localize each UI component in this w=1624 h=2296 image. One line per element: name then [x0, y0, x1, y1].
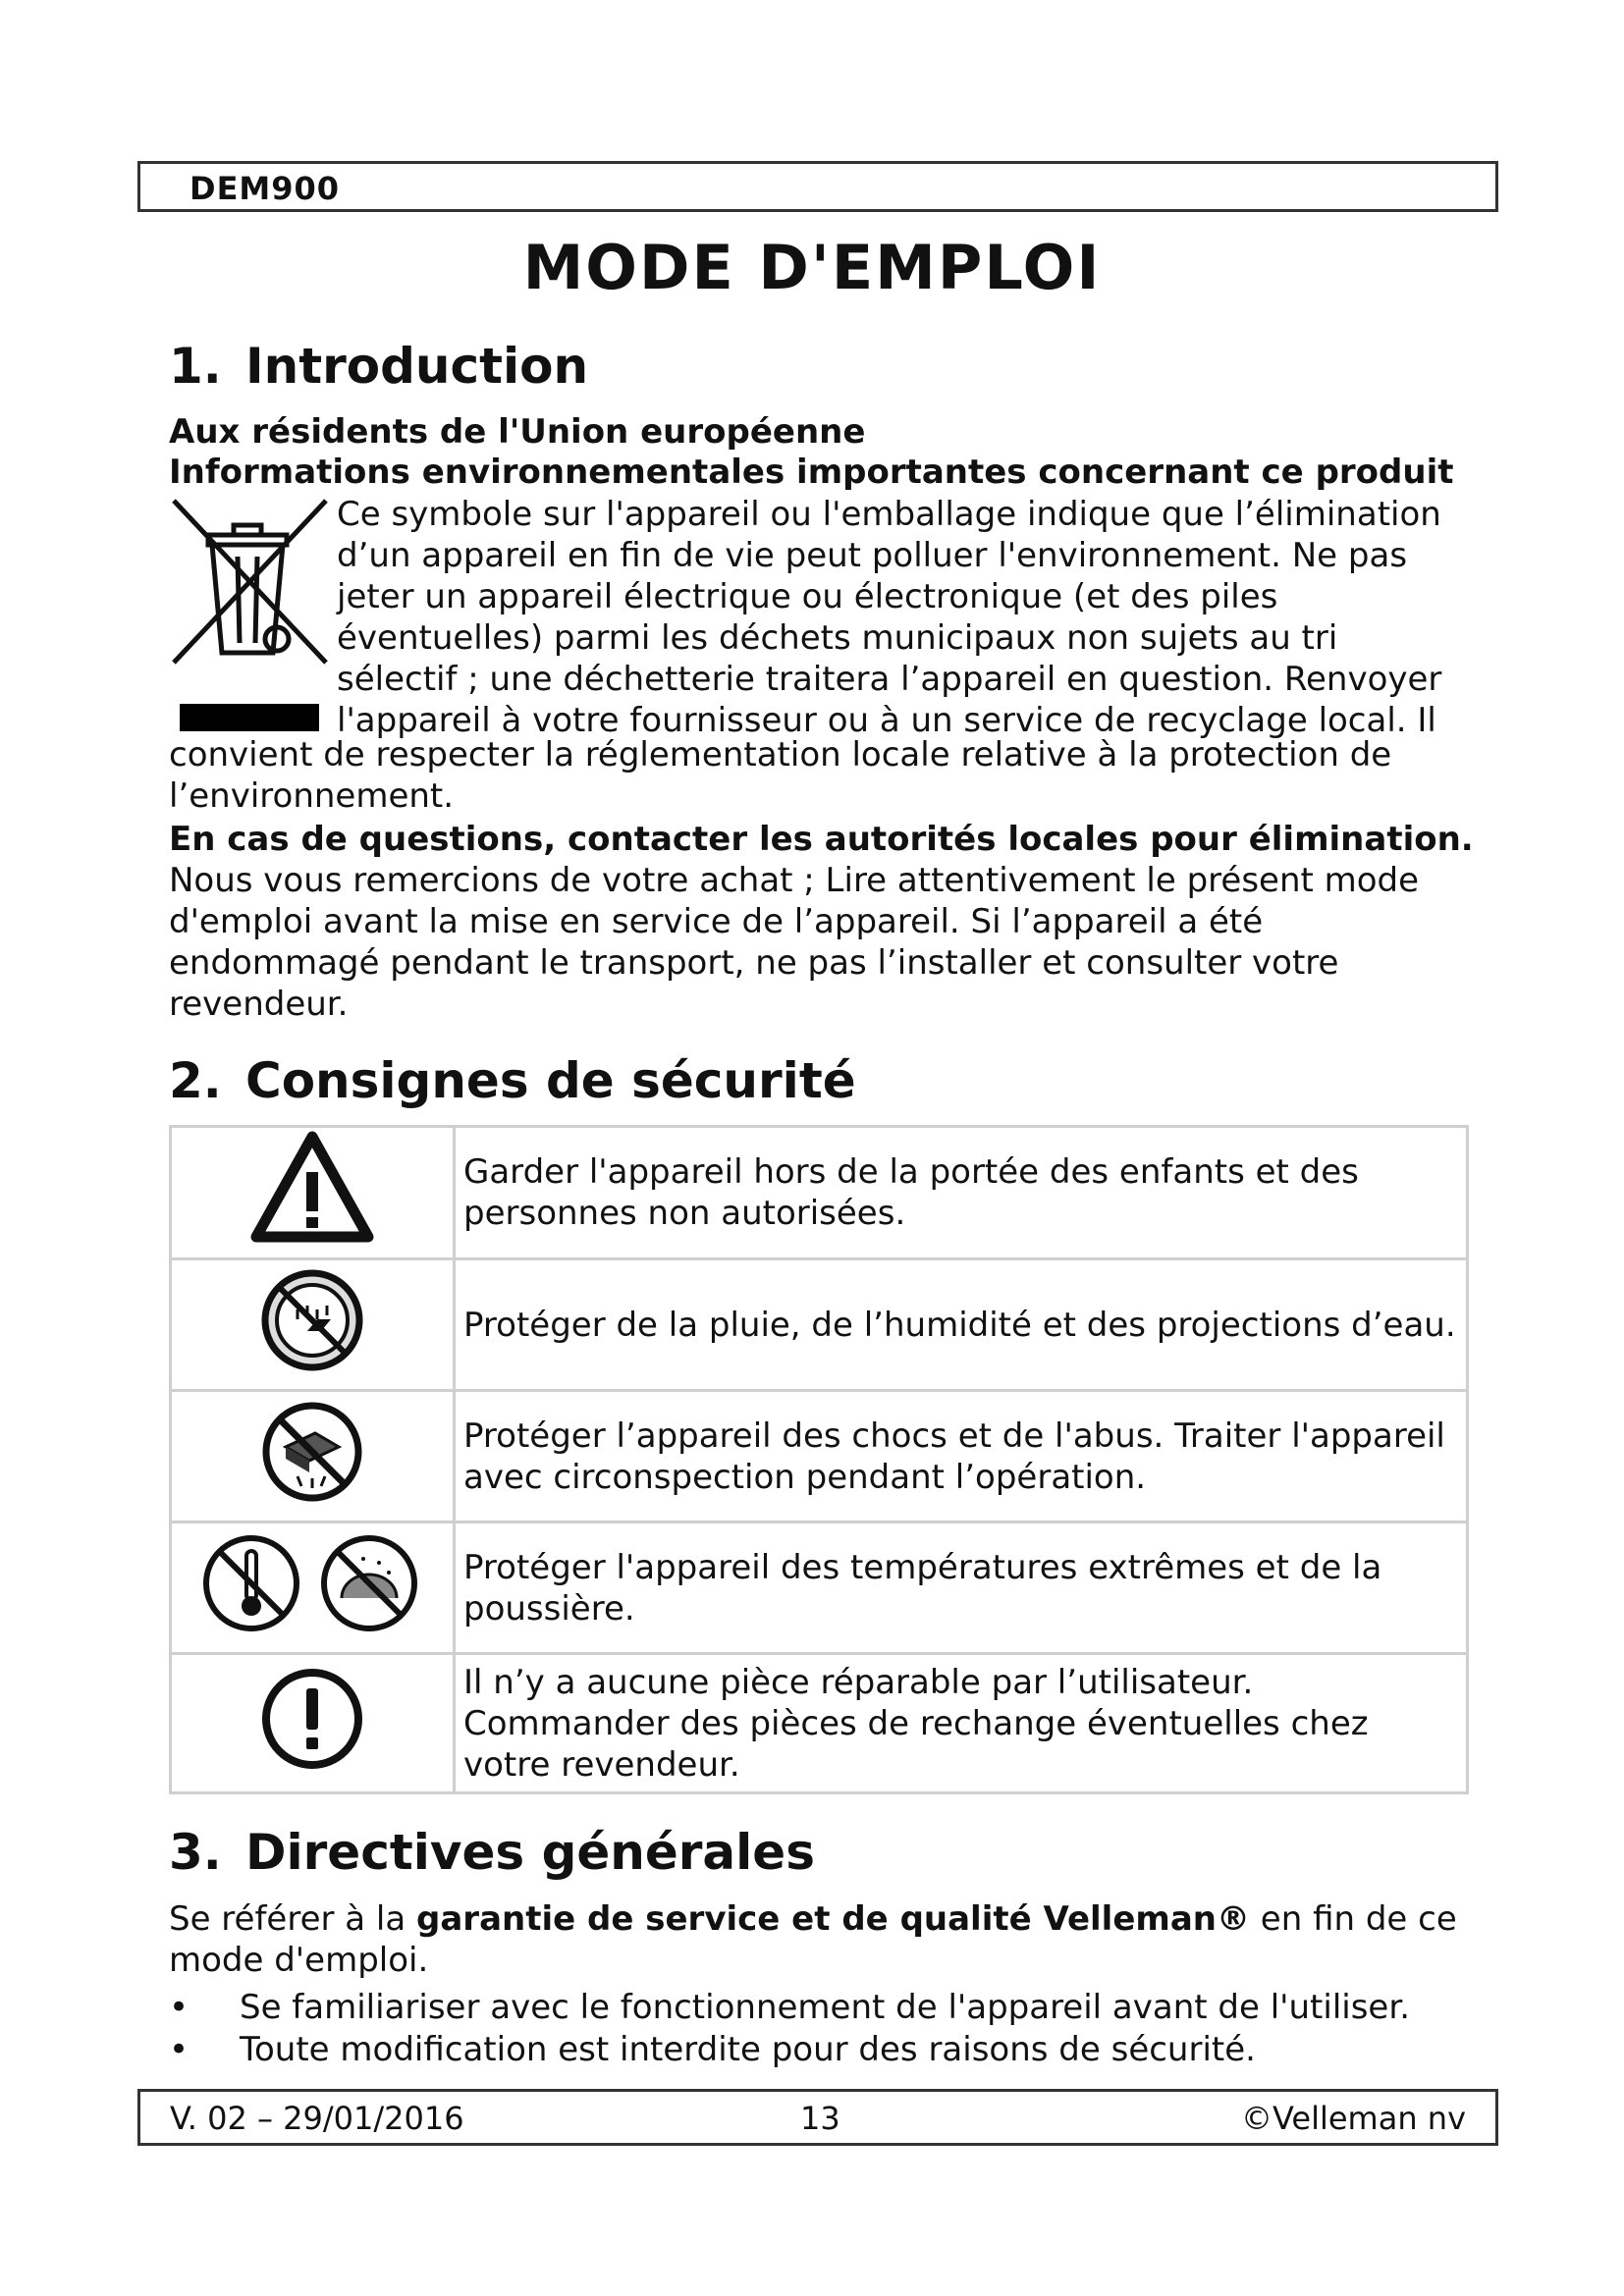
safety-row: [171, 1654, 1468, 1793]
warranty-text-post: en fin de ce mode d'emploi.: [169, 1899, 1457, 1980]
list-item: [169, 1987, 1410, 2029]
section-1-number: 1.: [169, 338, 222, 395]
safety-table: [169, 1125, 1469, 1794]
safety-row: [171, 1522, 1468, 1654]
list-item: [169, 2029, 1410, 2071]
bullet-marker: •: [169, 1988, 189, 2027]
weee-line-6: l'appareil à votre fournisseur ou à un service de recyclage local. Il: [337, 701, 1436, 740]
safety-icon-cell: [171, 1391, 455, 1522]
product-code: DEM900: [189, 170, 341, 207]
safety-text: Il n’y a aucune pièce réparable par l’utilisateur. Commander des pièces de rechange éventuelles chez votre revendeur.: [455, 1654, 1468, 1793]
warranty-text-pre: Se référer à la: [169, 1899, 417, 1939]
weee-bin-icon: [169, 496, 336, 672]
guidelines-list: [169, 1987, 1410, 2071]
weee-continuation: convient de respecter la réglementation locale relative à la protection de l’environnement.: [169, 735, 1392, 816]
safety-row: [171, 1127, 1468, 1259]
section-1-heading: [169, 338, 588, 395]
section-1-title: Introduction: [245, 338, 589, 395]
no-temperature-dust-icon: [194, 1529, 430, 1637]
thanks-paragraph: Nous vous remercions de votre achat ; Lire attentivement le présent mode d'emploi avant la mise en service de l’appareil. Si l’appareil a été endommagé pendant le transport, ne pas l’installer et consulter votre revendeur.: [169, 861, 1420, 1024]
list-item-text: Se familiariser avec le fonctionnement de l'appareil avant de l'utiliser.: [240, 1988, 1411, 2027]
header-box: [137, 161, 1498, 212]
footer-box: [137, 2089, 1498, 2146]
page-title: MODE D'EMPLOI: [522, 232, 1102, 303]
warranty-reference: [169, 1898, 1465, 1981]
weee-black-bar: [180, 704, 319, 731]
safety-row: [171, 1259, 1468, 1391]
exclamation-circle-icon: [258, 1665, 366, 1773]
environment-info-heading: Informations environnementales importantes concernant ce produit: [169, 453, 1454, 492]
footer-version: V. 02 – 29/01/2016: [170, 2100, 464, 2137]
warranty-text-bold: garantie de service et de qualité Velleman®: [416, 1899, 1250, 1939]
safety-row: [171, 1391, 1468, 1522]
footer-page-number: 13: [800, 2100, 840, 2137]
weee-line-2: d’un appareil en fin de vie peut polluer l'environnement. Ne pas: [337, 536, 1408, 575]
safety-icon-cell: [171, 1522, 455, 1654]
safety-icon-cell: [171, 1654, 455, 1793]
eu-residents-heading: Aux résidents de l'Union européenne: [169, 412, 866, 452]
safety-text: Protéger de la pluie, de l’humidité et des projections d’eau.: [455, 1259, 1468, 1391]
section-2-number: 2.: [169, 1052, 222, 1109]
section-3-heading: [169, 1824, 815, 1881]
warning-triangle-icon: [248, 1129, 376, 1247]
safety-text: Protéger l’appareil des chocs et de l'abus. Traiter l'appareil avec circonspection pendant l’opération.: [455, 1391, 1468, 1522]
weee-line-4: éventuelles) parmi les déchets municipaux non sujets au tri: [337, 618, 1338, 658]
no-water-icon: [258, 1266, 366, 1374]
weee-line-5: sélectif ; une déchetterie traitera l’appareil en question. Renvoyer: [337, 660, 1442, 699]
safety-icon-cell: [171, 1127, 455, 1259]
footer-copyright: ©Velleman nv: [1240, 2100, 1466, 2137]
contact-authorities-line: En cas de questions, contacter les autorités locales pour élimination.: [169, 820, 1474, 859]
section-3-title: Directives générales: [245, 1824, 815, 1881]
section-2-title: Consignes de sécurité: [245, 1052, 856, 1109]
safety-text: Garder l'appareil hors de la portée des enfants et des personnes non autorisées.: [455, 1127, 1468, 1259]
bullet-marker: •: [169, 2030, 189, 2069]
weee-line-3: jeter un appareil électrique ou électronique (et des piles: [337, 577, 1278, 616]
section-2-heading: [169, 1052, 856, 1109]
safety-icon-cell: [171, 1259, 455, 1391]
section-3-number: 3.: [169, 1824, 222, 1881]
safety-text: Protéger l'appareil des températures extrêmes et de la poussière.: [455, 1522, 1468, 1654]
list-item-text: Toute modification est interdite pour des raisons de sécurité.: [240, 2030, 1256, 2069]
weee-line-1: Ce symbole sur l'appareil ou l'emballage indique que l’élimination: [337, 495, 1441, 534]
no-shock-icon: [258, 1398, 366, 1506]
